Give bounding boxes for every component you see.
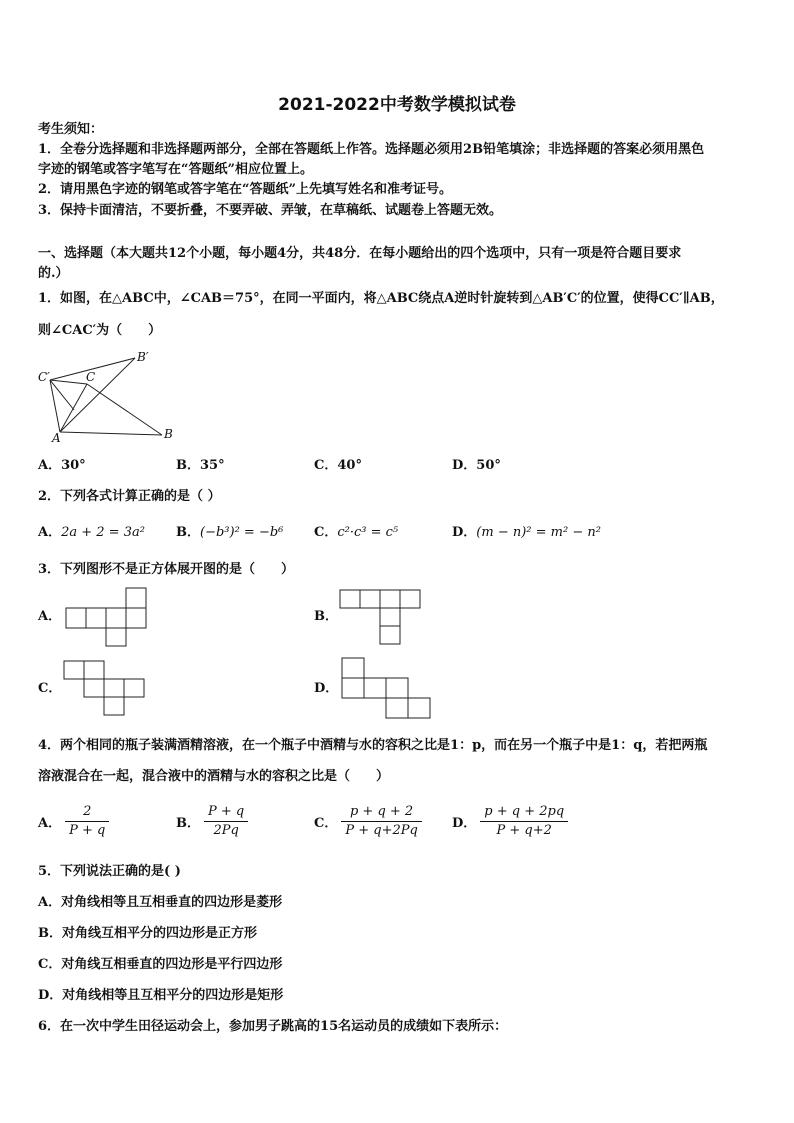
q5-option-c: C．对角线互相垂直的四边形是平行四边形 (38, 957, 283, 972)
notice-item-2: 2．请用黑色字迹的钢笔或答字笔在“答题纸”上先填写姓名和准考证号。 (38, 182, 453, 197)
q4-option-d (452, 803, 568, 840)
q2-option-b-letter: B． (176, 525, 200, 540)
q4-b-denominator: 2Pq (213, 823, 239, 838)
q4-c-denominator: P + q+2Pq (345, 823, 418, 838)
q1-option-a: A．30° (38, 458, 86, 473)
q5-stem: 5．下列说法正确的是( ) (38, 864, 181, 879)
q4-option-b (176, 803, 248, 840)
q3-net-d (338, 656, 434, 722)
notice-item-3: 3．保持卡面清洁，不要折叠，不要弄破、弄皱，在草稿纸、试题卷上答题无效。 (38, 203, 503, 218)
seg-AB' (60, 358, 135, 432)
label-Bprime: B′ (137, 350, 149, 364)
q2-option-d (452, 523, 601, 543)
q4-option-a-letter: A． (38, 816, 62, 831)
q3-stem: 3．下列图形不是正方体展开图的是（ ） (38, 562, 295, 577)
q3-net-a (60, 586, 150, 648)
seg-AC (60, 384, 87, 432)
q3-net-c (62, 659, 146, 719)
q2-option-a (38, 523, 145, 543)
section-heading: 一、选择题（本大题共12个小题，每小题4分，共48分．在每小题给出的四个选项中，只有一项是符合题目要求 (38, 246, 682, 261)
q4-b-numerator: P + q (204, 803, 248, 822)
q4-option-c (314, 803, 422, 840)
q4-option-a-fraction (65, 803, 109, 840)
q4-d-numerator: p + q + 2pq (480, 803, 568, 822)
q1-option-b: B．35° (176, 458, 225, 473)
q2-option-a-letter: A． (38, 525, 62, 540)
q3-option-c: C． (38, 681, 62, 696)
q1-option-d: D．50° (452, 458, 501, 473)
q2-option-d-expr: (m − n)² = m² − n² (476, 525, 601, 540)
q3-option-b: B． (314, 609, 338, 624)
notice-heading: 考生须知： (38, 122, 104, 137)
section-heading-cont: 的.） (38, 266, 69, 281)
page-title: 2021-2022中考数学模拟试卷 (278, 95, 516, 115)
notice-item-1-cont: 字迹的钢笔或答字笔写在“答题纸”相应位置上。 (38, 162, 313, 177)
q2-option-b (176, 523, 283, 543)
q4-option-a (38, 803, 109, 840)
label-Cprime: C′ (38, 370, 50, 384)
label-C: C (86, 370, 96, 384)
q2-option-c (314, 523, 398, 543)
q2-option-c-expr: c²·c³ = c⁵ (337, 525, 399, 540)
q4-option-c-fraction (341, 803, 421, 840)
q1-triangle-figure (30, 348, 190, 448)
q1-stem-cont: 则∠CAC′为（ ） (38, 323, 162, 338)
q5-option-d: D．对角线相等且互相平分的四边形是矩形 (38, 988, 284, 1003)
q4-a-numerator: 2 (65, 803, 109, 822)
q4-stem: 4．两个相同的瓶子装满酒精溶液，在一个瓶子中酒精与水的容积之比是1：p，而在另一个瓶子中是1：q，若把两瓶 (38, 738, 708, 753)
q4-option-b-fraction (204, 803, 248, 840)
q4-option-d-letter: D． (452, 816, 477, 831)
q5-option-b: B．对角线互相平分的四边形是正方形 (38, 926, 257, 941)
q4-option-c-letter: C． (314, 816, 338, 831)
q3-option-d: D． (314, 681, 339, 696)
q2-option-a-expr: 2a + 2 = 3a² (61, 525, 145, 540)
q3-option-a: A． (38, 609, 62, 624)
q4-stem-cont: 溶液混合在一起，混合液中的酒精与水的容积之比是（ ） (38, 769, 390, 784)
notice-item-1: 1．全卷分选择题和非选择题两部分，全部在答题纸上作答。选择题必须用2B铅笔填涂；非选择题的答案必须用黑色 (38, 142, 705, 157)
q6-stem: 6．在一次中学生田径运动会上，参加男子跳高的15名运动员的成绩如下表所示： (38, 1019, 508, 1034)
seg-C'C (50, 380, 87, 384)
q3-net-b (338, 588, 422, 646)
q2-option-c-letter: C． (314, 525, 338, 540)
label-A: A (52, 431, 61, 445)
seg-AC' (50, 380, 60, 432)
q1-stem: 1．如图，在△ABC中，∠CAB＝75°，在同一平面内，将△ABC绕点A逆时针旋转到△AB′C′的位置，使得CC′∥AB， (38, 291, 724, 306)
q4-a-denominator: P + q (69, 823, 106, 838)
seg-CB (87, 384, 162, 435)
q1-option-c: C．40° (314, 458, 362, 473)
q4-c-numerator: p + q + 2 (341, 803, 421, 822)
q2-option-d-letter: D． (452, 525, 477, 540)
seg-C'-inner (50, 380, 74, 410)
q4-d-denominator: P + q+2 (496, 823, 552, 838)
seg-AB (60, 432, 162, 435)
q4-option-d-fraction (480, 803, 568, 840)
q2-stem: 2．下列各式计算正确的是（ ） (38, 489, 221, 504)
q4-option-b-letter: B． (176, 816, 200, 831)
q2-option-b-expr: (−b³)² = −b⁶ (200, 525, 284, 540)
label-B: B (164, 427, 173, 441)
q5-option-a: A．对角线相等且互相垂直的四边形是菱形 (38, 895, 283, 910)
